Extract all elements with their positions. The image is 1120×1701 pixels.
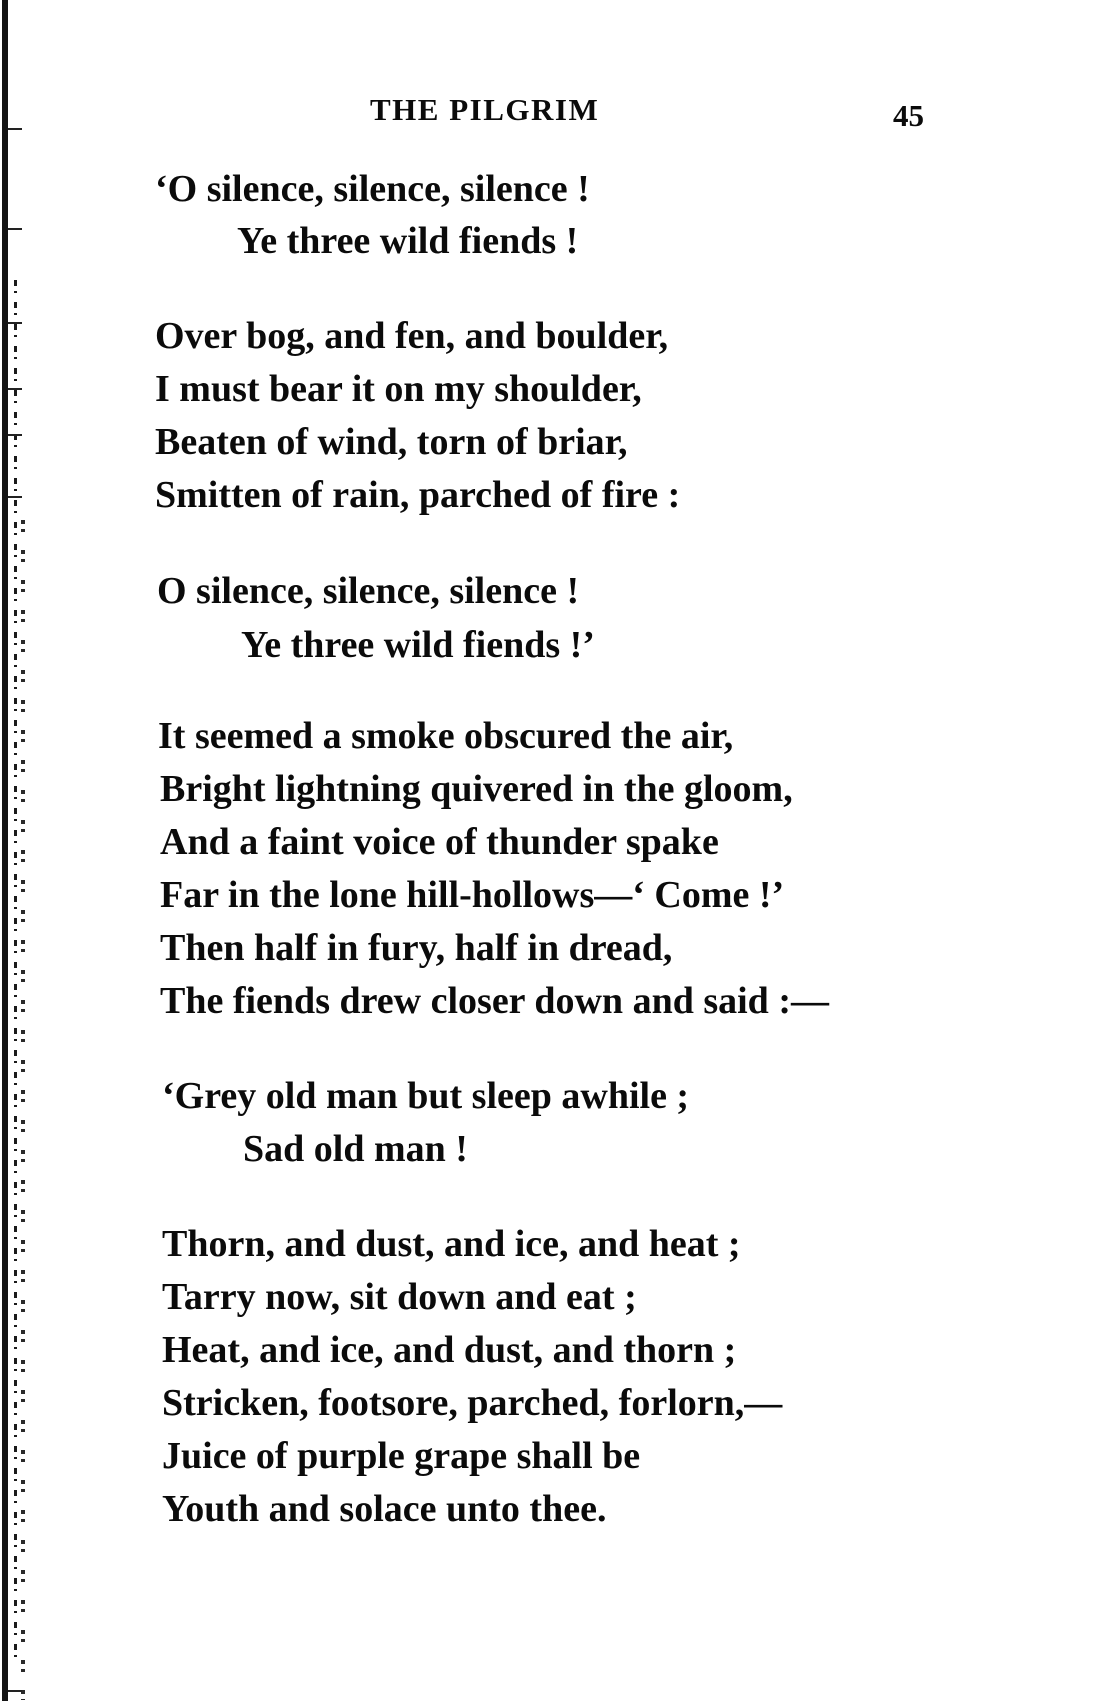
gutter-tick <box>8 228 22 230</box>
gutter-rule <box>21 520 25 1700</box>
gutter-tick <box>8 1690 22 1692</box>
verse-line: ‘O silence, silence, silence ! <box>155 168 590 210</box>
gutter-rule <box>2 0 8 1701</box>
verse-line: Beaten of wind, torn of briar, <box>155 421 628 463</box>
verse-line: Juice of purple grape shall be <box>162 1435 641 1477</box>
page-number: 45 <box>893 98 924 133</box>
verse-line: I must bear it on my shoulder, <box>155 368 642 410</box>
verse-line: Bright lightning quivered in the gloom, <box>160 768 793 810</box>
verse-line: Youth and solace unto thee. <box>162 1488 607 1530</box>
verse-line: It seemed a smoke obscured the air, <box>158 715 734 757</box>
verse-line: Ye three wild fiends !’ <box>241 624 595 666</box>
verse-line: Tarry now, sit down and eat ; <box>162 1276 637 1318</box>
verse-line: Heat, and ice, and dust, and thorn ; <box>162 1329 737 1371</box>
verse-line: And a faint voice of thunder spake <box>160 821 719 863</box>
gutter-tick <box>8 496 22 498</box>
binding-gutter <box>0 0 36 1701</box>
gutter-tick <box>8 322 22 324</box>
gutter-rule <box>14 280 17 1660</box>
verse-line: Smitten of rain, parched of fire : <box>155 474 681 516</box>
gutter-tick <box>8 128 22 130</box>
verse-line: ‘Grey old man but sleep awhile ; <box>162 1075 690 1117</box>
verse-line: The fiends drew closer down and said :— <box>160 980 829 1022</box>
verse-line: Sad old man ! <box>243 1128 468 1170</box>
verse-line: Far in the lone hill-hollows—‘ Come !’ <box>160 874 785 916</box>
gutter-tick <box>8 388 22 390</box>
gutter-tick <box>8 434 22 436</box>
verse-line: Ye three wild fiends ! <box>237 220 579 262</box>
verse-line: Stricken, footsore, parched, forlorn,— <box>162 1382 783 1424</box>
verse-line: Over bog, and fen, and boulder, <box>155 315 669 357</box>
running-head: THE PILGRIM <box>370 92 600 127</box>
verse-line: Then half in fury, half in dread, <box>160 927 673 969</box>
verse-line: O silence, silence, silence ! <box>157 570 580 612</box>
verse-line: Thorn, and dust, and ice, and heat ; <box>162 1223 741 1265</box>
